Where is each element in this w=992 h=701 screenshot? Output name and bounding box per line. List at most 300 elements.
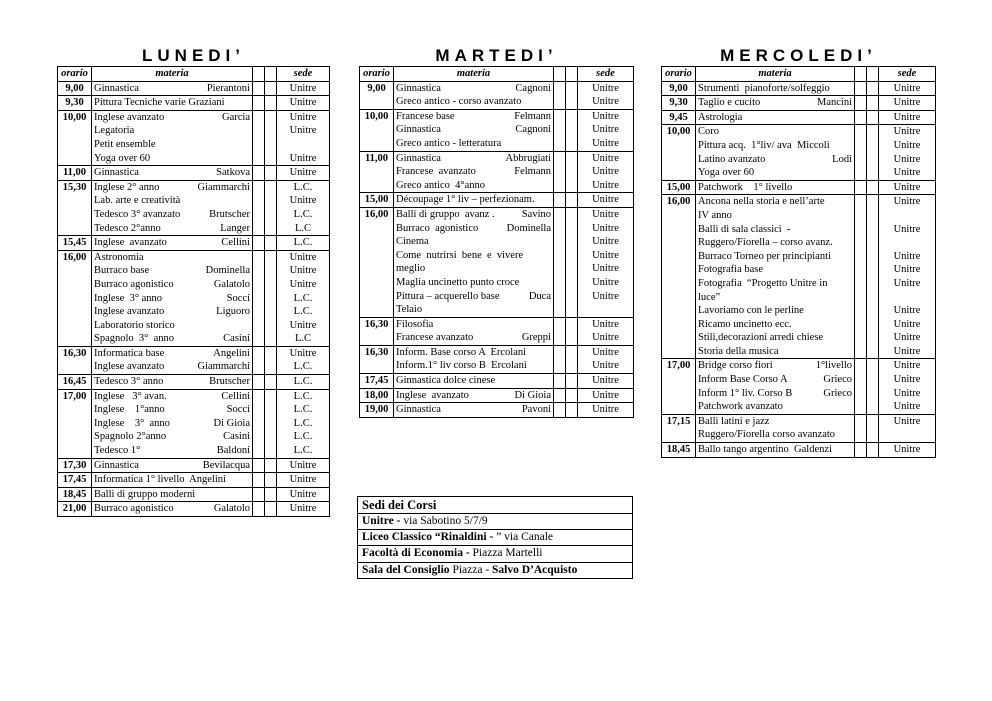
orario-cell: 17,45	[58, 473, 92, 488]
blank-cell	[253, 278, 265, 292]
teacher-name: Giammarchi	[197, 361, 250, 373]
blank-cell	[265, 81, 277, 96]
schedule-row	[662, 166, 936, 180]
schedule-row	[662, 277, 936, 291]
sedi-name: Unitre -	[362, 515, 401, 527]
schedule-row	[58, 96, 330, 111]
blank-cell	[554, 262, 566, 276]
orario-cell: 17,00	[58, 389, 92, 403]
blank-cell	[253, 166, 265, 181]
course-name: Petit ensemble	[94, 138, 156, 150]
schedule-row	[58, 110, 330, 124]
sede-cell: Unitre	[578, 345, 634, 359]
sedi-row	[358, 562, 633, 578]
schedule-row	[58, 360, 330, 374]
sede-cell: Unitre	[879, 373, 936, 387]
teacher-name: Felmann	[514, 110, 551, 122]
orario-cell	[662, 373, 696, 387]
header-blank	[867, 67, 879, 82]
schedule-row	[360, 249, 634, 263]
blank-cell	[855, 110, 867, 125]
sede-cell: Unitre	[578, 165, 634, 179]
sede-cell: Unitre	[277, 152, 330, 166]
schedule-table	[359, 66, 634, 418]
sede-cell: Unitre	[879, 180, 936, 195]
blank-cell	[855, 250, 867, 264]
materia-cell	[696, 125, 855, 139]
schedule-row	[360, 95, 634, 109]
teacher-name: Abbrugiati	[505, 152, 551, 164]
header-materia: materia	[696, 67, 855, 82]
orario-cell	[662, 139, 696, 153]
course-name: Spagnolo 3° anno	[94, 333, 175, 345]
materia-cell	[394, 290, 554, 304]
blank-cell	[265, 444, 277, 458]
blank-cell	[554, 403, 566, 418]
orario-cell	[58, 444, 92, 458]
course-name: Pittura – acquerello base	[396, 290, 500, 302]
sede-cell: Unitre	[879, 400, 936, 414]
blank-cell	[253, 180, 265, 194]
orario-cell	[662, 331, 696, 345]
sede-cell: Unitre	[879, 195, 936, 209]
blank-cell	[253, 430, 265, 444]
course-name: Ricamo uncinetto ecc.	[698, 318, 792, 330]
course-name: Greco antico - corso avanzato	[396, 96, 522, 108]
teacher-name: Cagnoni	[515, 82, 551, 94]
schedule-row	[360, 262, 634, 276]
teacher-name: Grieco	[823, 374, 852, 386]
schedule-row	[662, 81, 936, 96]
orario-cell	[58, 278, 92, 292]
orario-cell	[662, 318, 696, 332]
blank-cell	[867, 345, 879, 359]
blank-cell	[855, 96, 867, 111]
schedule-row	[360, 388, 634, 403]
header-orario: orario	[58, 67, 92, 82]
materia-cell	[92, 110, 253, 124]
sedi-name: Facoltà di Economia -	[362, 547, 470, 560]
blank-cell	[566, 81, 578, 95]
blank-cell	[855, 345, 867, 359]
schedule-row	[360, 179, 634, 193]
sedi-name: Sala del Consiglio	[362, 563, 450, 576]
materia-cell	[696, 277, 855, 291]
course-name: Astrologia	[698, 111, 743, 123]
orario-cell: 17,00	[662, 359, 696, 373]
materia-cell	[92, 305, 253, 319]
materia-cell	[696, 331, 855, 345]
materia-cell	[92, 403, 253, 417]
day-mercoledi	[661, 46, 936, 458]
blank-cell	[855, 414, 867, 428]
sede-cell	[277, 138, 330, 152]
teacher-name: Bevilacqua	[202, 459, 250, 471]
day-title: MARTEDI’	[435, 46, 558, 65]
course-name: Francese avanzato	[396, 166, 476, 178]
course-name: Bridge corso fiori	[698, 360, 773, 372]
course-name: Inglese 3° anno	[94, 417, 170, 429]
course-name: Inform 1° liv. Corso B	[698, 387, 793, 399]
orario-cell	[360, 249, 394, 263]
blank-cell	[265, 180, 277, 194]
teacher-name: 1°livello	[815, 360, 852, 372]
sede-cell: Unitre	[879, 153, 936, 167]
course-name: Balli di gruppo moderni	[94, 488, 196, 500]
schedule-row	[662, 291, 936, 305]
course-name: Patchwork 1° livello	[698, 181, 793, 193]
blank-cell	[566, 403, 578, 418]
sede-cell: Unitre	[879, 81, 936, 96]
schedule-row	[58, 194, 330, 208]
blank-cell	[867, 223, 879, 237]
materia-cell	[92, 444, 253, 458]
blank-cell	[855, 209, 867, 223]
blank-cell	[566, 359, 578, 373]
materia-cell	[92, 81, 253, 96]
schedule-row	[58, 375, 330, 390]
course-name: Tedesco 1°	[94, 445, 141, 457]
sede-cell: Unitre	[277, 487, 330, 502]
schedule-row	[662, 180, 936, 195]
course-name: Ginnastica dolce cinese	[396, 375, 496, 387]
sede-cell: Unitre	[277, 473, 330, 488]
orario-cell: 16,30	[360, 345, 394, 359]
blank-cell	[265, 473, 277, 488]
blank-cell	[855, 277, 867, 291]
sede-cell: Unitre	[277, 81, 330, 96]
schedule-row	[662, 304, 936, 318]
header-blank	[855, 67, 867, 82]
course-name: Yoga over 60	[698, 167, 755, 179]
materia-cell	[696, 263, 855, 277]
schedule-row	[58, 180, 330, 194]
course-name: Francese avanzato	[396, 332, 474, 344]
orario-cell	[360, 262, 394, 276]
blank-cell	[867, 209, 879, 223]
blank-cell	[265, 360, 277, 374]
blank-cell	[855, 195, 867, 209]
schedule-row	[662, 250, 936, 264]
course-name: Burraco agonistico	[94, 503, 174, 515]
sede-cell	[879, 236, 936, 250]
course-name: Cinema	[396, 236, 429, 248]
materia-cell	[92, 208, 253, 222]
blank-cell	[265, 319, 277, 333]
blank-cell	[554, 235, 566, 249]
schedule-row	[662, 153, 936, 167]
schedule-row	[58, 487, 330, 502]
sede-cell: Unitre	[277, 502, 330, 517]
blank-cell	[554, 290, 566, 304]
course-name: Ginnastica	[396, 404, 441, 416]
sede-cell: Unitre	[879, 277, 936, 291]
sede-cell: Unitre	[879, 331, 936, 345]
blank-cell	[867, 443, 879, 458]
blank-cell	[566, 95, 578, 109]
orario-cell: 17,45	[360, 374, 394, 389]
blank-cell	[867, 291, 879, 305]
teacher-name: Liguoro	[216, 306, 250, 318]
schedule-row	[360, 123, 634, 137]
schedule-row	[58, 124, 330, 138]
orario-cell: 17,15	[662, 414, 696, 428]
teacher-name: Garcia	[222, 111, 250, 123]
blank-cell	[253, 208, 265, 222]
orario-cell: 9,00	[360, 81, 394, 95]
teacher-name: Angelini	[213, 347, 250, 359]
materia-cell	[394, 179, 554, 193]
orario-cell: 16,45	[58, 375, 92, 390]
sedi-table	[357, 496, 633, 579]
materia-cell	[92, 346, 253, 360]
sede-cell: Unitre	[578, 222, 634, 236]
header-sede: sede	[879, 67, 936, 82]
sedi-address: via Sabotino 5/7/9	[400, 515, 488, 527]
sede-cell: Unitre	[578, 359, 634, 373]
materia-cell	[92, 222, 253, 236]
materia-cell	[394, 95, 554, 109]
course-name: Greco antico - letteratura	[396, 137, 502, 149]
blank-cell	[855, 443, 867, 458]
schedule-row	[58, 250, 330, 264]
course-name: Fotografia base	[698, 264, 764, 276]
teacher-name: Di Gioia	[514, 389, 551, 401]
materia-cell	[92, 166, 253, 181]
schedule-row	[58, 389, 330, 403]
orario-cell	[360, 123, 394, 137]
course-name: Balli di sala classici -	[698, 223, 791, 235]
teacher-name: Pierantoni	[206, 82, 250, 94]
schedule-row	[58, 166, 330, 181]
header-blank	[253, 67, 265, 82]
course-name: Patchwork avanzato	[698, 401, 783, 413]
blank-cell	[867, 81, 879, 96]
teacher-name: Di Gioia	[213, 417, 250, 429]
teacher-name: Brutscher	[209, 376, 250, 388]
materia-cell	[394, 331, 554, 345]
sede-cell: Unitre	[277, 319, 330, 333]
day-martedi	[359, 46, 634, 418]
sede-cell: Unitre	[277, 194, 330, 208]
schedule-row	[662, 318, 936, 332]
sede-cell: Unitre	[879, 96, 936, 111]
orario-cell	[360, 331, 394, 345]
materia-cell	[696, 387, 855, 401]
teacher-name: Baldoni	[216, 445, 250, 457]
course-name: Yoga over 60	[94, 152, 151, 164]
schedule-row	[662, 443, 936, 458]
course-name: Ruggero/Fiorella – corso avanz.	[698, 237, 833, 249]
course-name: Inform Base Corso A	[698, 374, 788, 386]
materia-cell	[92, 152, 253, 166]
blank-cell	[566, 374, 578, 389]
sede-cell: Unitre	[578, 235, 634, 249]
course-name: Ancona nella storia e nell’arte	[698, 196, 825, 208]
orario-cell	[58, 292, 92, 306]
schedule-row	[662, 96, 936, 111]
blank-cell	[265, 375, 277, 390]
orario-cell: 10,00	[662, 125, 696, 139]
materia-cell	[696, 236, 855, 250]
blank-cell	[855, 304, 867, 318]
orario-cell: 9,00	[662, 81, 696, 96]
teacher-name: Casini	[223, 431, 250, 443]
sede-cell: Unitre	[879, 414, 936, 428]
schedule-row	[662, 331, 936, 345]
schedule-table	[661, 66, 936, 458]
sede-cell: Unitre	[879, 359, 936, 373]
blank-cell	[566, 290, 578, 304]
orario-cell: 9,45	[662, 110, 696, 125]
header-blank	[566, 67, 578, 82]
teacher-name: Brutscher	[209, 208, 250, 220]
orario-cell: 16,00	[360, 207, 394, 221]
teacher-name: Felmann	[514, 166, 551, 178]
schedule-row	[360, 235, 634, 249]
blank-cell	[554, 303, 566, 317]
course-name: Tedesco 3° avanzato	[94, 208, 181, 220]
course-name: Ginnastica	[94, 82, 139, 94]
blank-cell	[855, 263, 867, 277]
materia-cell	[92, 473, 253, 488]
header-blank	[265, 67, 277, 82]
materia-cell	[696, 359, 855, 373]
course-name: Laboratorio storico	[94, 319, 175, 331]
blank-cell	[566, 262, 578, 276]
blank-cell	[867, 359, 879, 373]
blank-cell	[855, 331, 867, 345]
sede-cell: Unitre	[277, 166, 330, 181]
blank-cell	[253, 360, 265, 374]
blank-cell	[253, 375, 265, 390]
day-title: LUNEDI’	[142, 46, 245, 65]
blank-cell	[265, 487, 277, 502]
materia-cell	[92, 389, 253, 403]
schedule-row	[662, 209, 936, 223]
schedule-row	[662, 223, 936, 237]
materia-cell	[394, 123, 554, 137]
materia-cell	[696, 209, 855, 223]
materia-cell	[92, 502, 253, 517]
schedule-row	[360, 193, 634, 208]
blank-cell	[554, 345, 566, 359]
blank-cell	[253, 138, 265, 152]
sede-cell: Unitre	[578, 317, 634, 331]
orario-cell	[360, 290, 394, 304]
orario-cell: 15,00	[360, 193, 394, 208]
blank-cell	[867, 195, 879, 209]
teacher-name: Dominella	[506, 222, 551, 234]
course-name: Coro	[698, 126, 719, 138]
orario-cell	[58, 152, 92, 166]
blank-cell	[253, 81, 265, 96]
sede-cell: Unitre	[578, 151, 634, 165]
sede-cell: Unitre	[879, 263, 936, 277]
sedi-name: Salvo D’Acquisto	[492, 563, 578, 576]
orario-cell: 11,00	[58, 166, 92, 181]
blank-cell	[265, 222, 277, 236]
course-name: Lavoriamo con le perline	[698, 305, 804, 317]
sedi-address: ” via Canale	[493, 531, 554, 544]
materia-cell	[696, 223, 855, 237]
orario-cell: 15,00	[662, 180, 696, 195]
sede-cell: Unitre	[879, 387, 936, 401]
sedi-title: Sedi dei Corsi	[358, 497, 633, 514]
sede-cell: L.C.	[277, 375, 330, 390]
blank-cell	[253, 417, 265, 431]
orario-cell	[662, 277, 696, 291]
orario-cell	[360, 303, 394, 317]
orario-cell	[360, 165, 394, 179]
teacher-name: Dominella	[205, 265, 250, 277]
blank-cell	[265, 166, 277, 181]
blank-cell	[554, 359, 566, 373]
sede-cell: Unitre	[879, 110, 936, 125]
orario-cell: 10,00	[58, 110, 92, 124]
materia-cell	[394, 222, 554, 236]
orario-cell	[662, 166, 696, 180]
schedule-row	[58, 319, 330, 333]
materia-cell	[696, 139, 855, 153]
teacher-name: Giammarchi	[197, 181, 250, 193]
sede-cell: L.C.	[277, 236, 330, 251]
materia-cell	[92, 194, 253, 208]
teacher-name: Galatolo	[213, 503, 250, 515]
teacher-name: Greppi	[521, 332, 551, 344]
teacher-name: Cellini	[221, 390, 250, 402]
schedule-row	[662, 110, 936, 125]
orario-cell	[662, 345, 696, 359]
sede-cell: Unitre	[578, 123, 634, 137]
blank-cell	[566, 222, 578, 236]
course-name: Ginnastica	[396, 82, 441, 94]
sede-cell: L.C.	[277, 180, 330, 194]
teacher-name: Savino	[521, 208, 551, 220]
blank-cell	[855, 139, 867, 153]
header-orario: orario	[360, 67, 394, 82]
teacher-name: Casini	[223, 333, 250, 345]
blank-cell	[265, 346, 277, 360]
schedule-row	[360, 403, 634, 418]
blank-cell	[867, 277, 879, 291]
course-name: Spagnolo 2°anno	[94, 431, 167, 443]
blank-cell	[855, 373, 867, 387]
orario-cell: 11,00	[360, 151, 394, 165]
teacher-name: Duca	[528, 290, 551, 302]
course-name: meglio	[396, 263, 426, 275]
orario-cell	[58, 430, 92, 444]
blank-cell	[566, 317, 578, 331]
orario-cell	[58, 360, 92, 374]
materia-cell	[696, 443, 855, 458]
course-name: Inglese 2° anno	[94, 181, 160, 193]
blank-cell	[554, 95, 566, 109]
orario-cell	[360, 276, 394, 290]
materia-cell	[696, 96, 855, 111]
course-name: Découpage 1° liv – perfezionam.	[396, 194, 535, 206]
blank-cell	[855, 223, 867, 237]
orario-cell	[662, 236, 696, 250]
materia-cell	[92, 487, 253, 502]
course-name: Tedesco 2°anno	[94, 222, 161, 234]
blank-cell	[265, 502, 277, 517]
schedule-row	[360, 137, 634, 151]
day-title: MERCOLEDI’	[720, 46, 877, 65]
sedi-address: Piazza Martelli	[469, 547, 543, 560]
sede-cell: L.C.	[277, 360, 330, 374]
teacher-name: Satkova	[216, 167, 250, 179]
